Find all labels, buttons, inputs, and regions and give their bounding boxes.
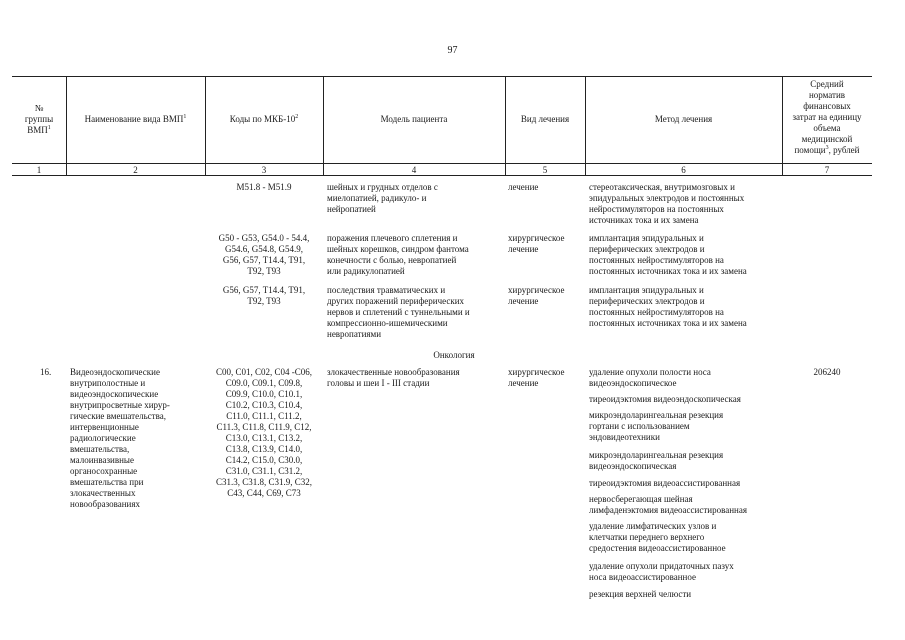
text-line: C11.3, C11.8, C11.9, C12, xyxy=(216,422,312,432)
text-line: Видеоэндоскопические xyxy=(70,367,160,377)
text-line: нейростимуляторов на постоянных xyxy=(589,204,724,214)
text-line: интервенционные xyxy=(70,422,139,432)
text-line: C13.0, C13.1, C13.2, xyxy=(225,433,303,443)
text-line: средостения видеоассистированное xyxy=(589,543,726,553)
section-title: Онкология xyxy=(433,350,475,360)
text-line: C09.9, C10.0, C10.1, xyxy=(225,389,303,399)
group-icd-codes xyxy=(205,367,323,499)
column-number: 6 xyxy=(681,165,686,175)
method-item xyxy=(589,561,782,583)
text-line: поражения плечевого сплетения и xyxy=(327,233,458,243)
text-line: клетчатки переднего верхнего xyxy=(589,532,705,542)
column-divider-4 xyxy=(505,76,506,175)
row-treatment-method xyxy=(589,285,782,329)
text-line: резекция верхней челюсти xyxy=(589,589,692,599)
text-line: малоинвазивные xyxy=(70,455,134,465)
footnote-ref: 2 xyxy=(295,114,299,120)
text-line: C13.8, C13.9, C14.0, xyxy=(225,444,303,454)
text-line: постоянных нейростимуляторов на xyxy=(589,307,724,317)
header-bottom-rule xyxy=(12,163,872,164)
column-number: 5 xyxy=(542,165,548,175)
text-line: стереотаксическая, внутримозговых и xyxy=(589,182,735,192)
row-treatment-method xyxy=(589,233,782,277)
header-cost-line: объема xyxy=(813,123,841,133)
group-treatment-type xyxy=(508,367,585,389)
header-group-number-line: № xyxy=(34,103,44,113)
method-item xyxy=(589,367,782,389)
text-line: T92, T93 xyxy=(247,266,281,276)
text-line: лечение xyxy=(508,182,539,192)
text-line: внутриполостные и xyxy=(70,378,146,388)
text-line: других поражений периферических xyxy=(327,296,465,306)
text-line: видеоэндоскопическая xyxy=(589,461,677,471)
row-patient-model xyxy=(327,182,505,215)
text-line: источниках тока и их замена xyxy=(589,215,699,225)
footnote-ref: 3 xyxy=(825,145,829,151)
method-item xyxy=(589,589,782,600)
text-line: микроэндоларингеальная резекция xyxy=(589,410,724,420)
text-line: периферических электродов и xyxy=(589,244,705,254)
row-treatment-type xyxy=(508,285,585,307)
header-treatment-type: Вид лечения xyxy=(520,114,570,124)
column-divider-5 xyxy=(585,76,586,175)
text-line: миелопатией, радикуло- и xyxy=(327,193,427,203)
text-line: постоянных источниках тока и их замена xyxy=(589,266,747,276)
text-line: имплантация эпидуральных и xyxy=(589,233,704,243)
header-group-number xyxy=(12,103,66,136)
row-icd-codes xyxy=(205,285,323,307)
text-line: носа видеоассистированное xyxy=(589,572,696,582)
group-vmp-name xyxy=(70,367,205,510)
column-number: 7 xyxy=(824,165,830,175)
text-line: тиреоидэктомия видеоассистированная xyxy=(589,478,741,488)
text-line: G56, G57, T14.4, T91, xyxy=(222,285,306,295)
text-line: G56, G57, T14.4, T91, xyxy=(222,255,306,265)
text-line: удаление опухоли полости носа xyxy=(589,367,711,377)
text-line: C10.2, C10.3, C10.4, xyxy=(225,400,303,410)
header-group-number-line xyxy=(12,125,66,136)
text-line: C43, C44, C69, C73 xyxy=(227,488,301,498)
header-cost-norm xyxy=(782,79,872,156)
text-line: нервосберегающая шейная xyxy=(589,494,693,504)
text-line: хирургическое xyxy=(508,233,565,243)
method-item xyxy=(589,521,782,554)
text-line: радиологические xyxy=(70,433,136,443)
column-divider-3 xyxy=(323,76,324,175)
text-line: нервов и сплетений с туннельными и xyxy=(327,307,470,317)
text-line: нейропатией xyxy=(327,204,376,214)
text-line: эпидуральных электродов и постоянных xyxy=(589,193,745,203)
text-line: имплантация эпидуральных и xyxy=(589,285,704,295)
header-group-number-line: группы xyxy=(24,114,54,124)
column-number: 4 xyxy=(411,165,417,175)
text-line: M51.8 - M51.9 xyxy=(236,182,292,192)
header-cost-line xyxy=(782,145,872,156)
header-patient-model: Модель пациента xyxy=(380,114,448,124)
row-treatment-type xyxy=(508,233,585,255)
text-line: последствия травматических и xyxy=(327,285,446,295)
header-cost-line: медицинской xyxy=(801,134,853,144)
footnote-ref: 1 xyxy=(47,125,51,131)
header-cost-text: помощи xyxy=(794,145,826,155)
text-line: C31.3, C31.8, C31.9, C32, xyxy=(215,477,312,487)
text-line: постоянных нейростимуляторов на xyxy=(589,255,724,265)
row-icd-codes xyxy=(205,182,323,193)
text-line: лечение xyxy=(508,244,539,254)
row-patient-model xyxy=(327,285,505,340)
text-line: новообразованиях xyxy=(70,499,140,509)
text-line: удаление опухоли придаточных пазух xyxy=(589,561,734,571)
column-divider-2 xyxy=(205,76,206,175)
header-icd-codes xyxy=(205,114,323,125)
text-line: лечение xyxy=(508,378,539,388)
row-treatment-type xyxy=(508,182,585,193)
text-line: вмешательства при xyxy=(70,477,144,487)
text-line: гортани с использованием xyxy=(589,421,690,431)
column-divider-1 xyxy=(66,76,67,175)
text-line: T92, T93 xyxy=(247,296,281,306)
text-line: внутрипросветные хирур- xyxy=(70,400,170,410)
text-line: видеоэндоскопическое xyxy=(589,378,677,388)
header-vmp-name xyxy=(66,114,205,125)
text-line: микроэндоларингеальная резекция xyxy=(589,450,724,460)
header-vmp-name-text: Наименование вида ВМП xyxy=(84,114,184,124)
text-line: C00, C01, C02, C04 -C06, xyxy=(215,367,312,377)
text-line: или радикулопатией xyxy=(327,266,405,276)
text-line: головы и шеи I - III стадии xyxy=(327,378,430,388)
text-line: видеоэндоскопические xyxy=(70,389,159,399)
method-item xyxy=(589,478,782,489)
footnote-ref: 1 xyxy=(183,114,187,120)
row-patient-model xyxy=(327,233,505,277)
text-line: постоянных источниках тока и их замена xyxy=(589,318,747,328)
header-cost-line: затрат на единицу xyxy=(792,112,862,122)
text-line: периферических электродов и xyxy=(589,296,705,306)
text-line: лечение xyxy=(508,296,539,306)
text-line: органосохранные xyxy=(70,466,138,476)
text-line: невропатиями xyxy=(327,329,382,339)
row-treatment-method xyxy=(589,182,782,226)
text-line: эндовидеотехники xyxy=(589,432,660,442)
text-line: компрессионно-ишемическими xyxy=(327,318,448,328)
group-number: 16. xyxy=(40,367,52,377)
text-line: C31.0, C31.1, C31.2, xyxy=(225,466,303,476)
method-item xyxy=(589,394,782,405)
column-number: 3 xyxy=(261,165,267,175)
text-line: гические вмешательства, xyxy=(70,411,166,421)
header-icd-codes-text: Коды по МКБ-10 xyxy=(229,114,296,124)
header-treatment-method: Метод лечения xyxy=(654,114,713,124)
text-line: удаление лимфатических узлов и xyxy=(589,521,717,531)
text-line: тиреоидэктомия видеоэндоскопическая xyxy=(589,394,741,404)
text-line: шейных корешков, синдром фантома xyxy=(327,244,469,254)
text-line: злокачественные новообразования xyxy=(327,367,460,377)
column-number: 1 xyxy=(36,165,42,175)
text-line: C14.2, C15.0, C30.0, xyxy=(225,455,303,465)
text-line: C11.0, C11.1, C11.2, xyxy=(226,411,302,421)
row-icd-codes xyxy=(205,233,323,277)
header-cost-line: Средний xyxy=(810,79,844,89)
group-patient-model xyxy=(327,367,505,389)
method-item xyxy=(589,450,782,472)
text-line: лимфаденэктомия видеоассистированная xyxy=(589,505,747,515)
text-line: G54.6, G54.8, G54.9, xyxy=(225,244,303,254)
table-top-rule xyxy=(12,76,872,77)
header-cost-line: норматив xyxy=(808,90,846,100)
header-cost-tail: , рублей xyxy=(828,145,860,155)
text-line: шейных и грудных отделов с xyxy=(327,182,438,192)
text-line: C09.0, C09.1, C09.8, xyxy=(225,378,303,388)
page-number: 97 xyxy=(447,45,458,56)
group-cost: 206240 xyxy=(813,367,841,377)
method-item xyxy=(589,410,782,443)
method-item xyxy=(589,494,782,516)
text-line: хирургическое xyxy=(508,367,565,377)
text-line: хирургическое xyxy=(508,285,565,295)
text-line: конечности с болью, невропатией xyxy=(327,255,457,265)
text-line: вмешательства, xyxy=(70,444,130,454)
column-number: 2 xyxy=(133,165,138,175)
header-group-number-text: ВМП xyxy=(27,125,48,135)
header-cost-line: финансовых xyxy=(803,101,851,111)
text-line: злокачественных xyxy=(70,488,136,498)
text-line: G50 - G53, G54.0 - 54.4, xyxy=(218,233,310,243)
